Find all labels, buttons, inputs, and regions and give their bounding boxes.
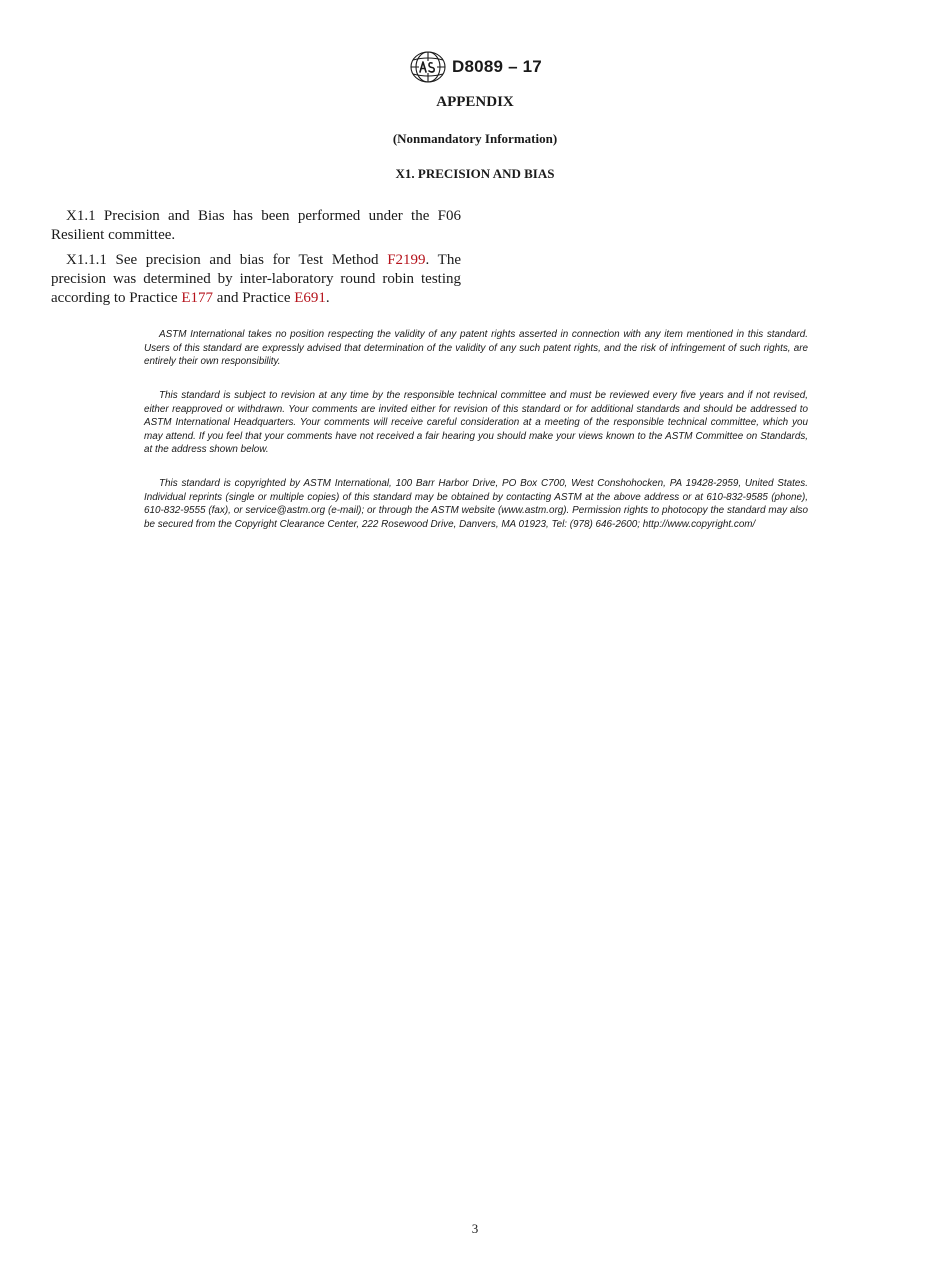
paragraph-text: . The precision was determined by inter-laboratory round robin testing according to Practice — [51, 252, 462, 306]
copyright-notice — [144, 477, 808, 531]
link-e177[interactable]: E177 — [181, 290, 214, 306]
paragraph-x1-1: X1.1 Precision and Bias has been performed under the F06 Resilient committee. — [51, 208, 461, 243]
body-column — [51, 207, 461, 314]
paragraph-text: X1.1.1 See precision and bias for Test Method — [66, 252, 388, 268]
astm-logo-icon — [408, 50, 448, 84]
revision-notice — [144, 389, 808, 457]
paragraph-text: . — [325, 290, 330, 306]
copyright-notice-text: This standard is copyrighted by ASTM International, 100 Barr Harbor Drive, PO Box C700, West Conshohocken, PA 19428-2959, United States. Individual reprints (single or multiple copies) of this standard may be obtained by contacting ASTM at the above address or at 610-832-9585 (phone), 610-832-9555 (fax), or service@astm.org (e-mail); or through the ASTM website (www.astm.org). Permission rights to photocopy the standard may also be secured from the Copyright Clearance Center, 222 Rosewood Drive, Danvers, MA 01923, Tel: (978) 646-2600; http://www.copyright.com/ — [144, 478, 808, 530]
revision-notice-text: This standard is subject to revision at any time by the responsible technical committee and must be reviewed every five years and if not revised, either reapproved or withdrawn. Your comments are invited either for revision of this standard or for additional standards and should be addressed to ASTM International Headquarters. Your comments will receive careful consideration at a meeting of the responsible technical committee, which you may attend. If you feel that your comments have not received a fair hearing you should make your views known to the ASTM Committee on Standards, at the address shown below. — [144, 390, 808, 455]
appendix-title: APPENDIX — [436, 94, 514, 110]
link-e691[interactable]: E691 — [294, 290, 326, 306]
paragraph-x1-1-1 — [51, 251, 461, 308]
link-f2199[interactable]: F2199 — [387, 252, 426, 268]
document-header — [0, 50, 950, 84]
appendix-subtitle: (Nonmandatory Information) — [392, 131, 558, 146]
standard-designation: D8089 – 17 — [452, 57, 542, 76]
patent-notice — [144, 328, 808, 369]
page-number: 3 — [471, 1221, 479, 1236]
patent-notice-text: ASTM International takes no position respecting the validity of any patent rights asserted in connection with any item mentioned in this standard. Users of this standard are expressly advised that determination of the validity of any such patent rights, and the risk of infringement of such rights, are entirely their own responsibility. — [144, 329, 808, 367]
section-title: X1. PRECISION AND BIAS — [395, 166, 555, 181]
paragraph-text: and Practice — [213, 290, 295, 306]
